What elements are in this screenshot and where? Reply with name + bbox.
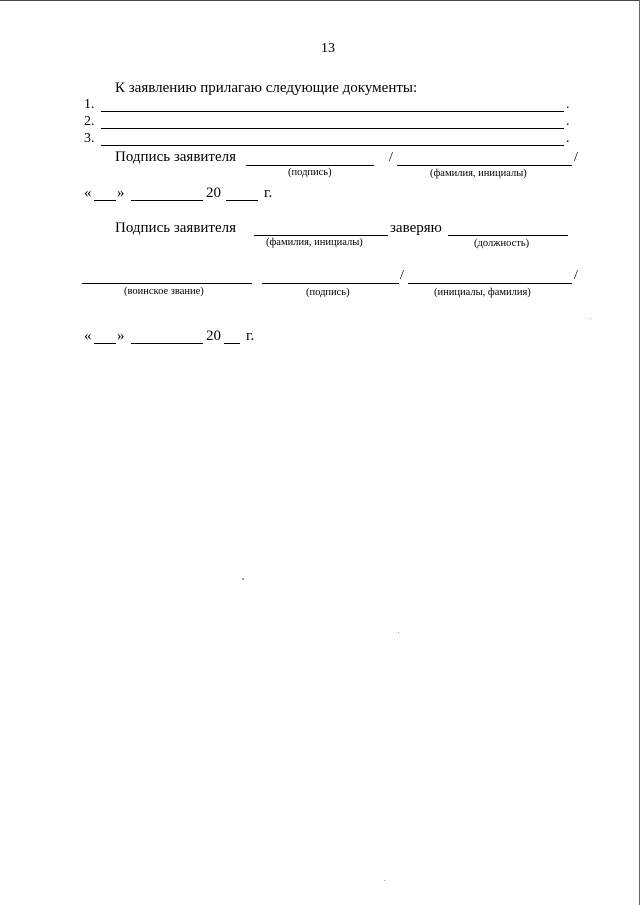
attachment-end-1: . <box>566 97 570 112</box>
attachment-field-2 <box>101 128 564 129</box>
date-close-quote-1: » <box>117 185 125 201</box>
scan-speck <box>398 632 399 633</box>
scan-speck <box>590 318 591 319</box>
date-day-field-2 <box>94 343 116 344</box>
caption-rank: (воинское звание) <box>124 286 204 297</box>
military-rank-field <box>82 283 252 284</box>
attachment-field-3 <box>101 145 564 146</box>
officer-name-field <box>408 283 572 284</box>
date-year-field-2 <box>224 343 240 344</box>
date-month-field-1 <box>131 200 203 201</box>
date-year-suffix-2: г. <box>246 328 255 344</box>
page-number: 13 <box>321 41 335 56</box>
date-year-field-1 <box>226 200 258 201</box>
signature-end-slash-1: / <box>574 150 578 165</box>
date-month-field-2 <box>131 343 203 344</box>
caption-name-officer: (инициалы, фамилия) <box>434 287 531 298</box>
applicant-name-field-2 <box>254 235 388 236</box>
date-open-quote-2: « <box>84 328 92 344</box>
officer-signature-field <box>262 283 399 284</box>
caption-name-2: (фамилия, инициалы) <box>266 237 363 248</box>
signature-slash-1: / <box>389 150 393 165</box>
applicant-signature-label-1: Подпись заявителя <box>115 149 237 165</box>
applicant-signature-label-2: Подпись заявителя <box>115 220 237 236</box>
position-field <box>448 235 568 236</box>
date-open-quote-1: « <box>84 185 92 201</box>
date-day-field-1 <box>94 200 116 201</box>
caption-name-1: (фамилия, инициалы) <box>430 168 527 179</box>
date-close-quote-2: » <box>117 328 125 344</box>
attachments-heading: К заявлению прилагаю следующие документы: <box>115 80 418 96</box>
date-year-prefix-1: 20 <box>206 185 221 201</box>
certify-label: заверяю <box>390 220 442 236</box>
caption-signature-officer: (подпись) <box>306 287 350 298</box>
officer-slash: / <box>400 268 404 283</box>
scan-speck <box>384 880 385 881</box>
caption-position: (должность) <box>474 238 530 249</box>
date-year-suffix-1: г. <box>264 185 273 201</box>
attachment-field-1 <box>101 111 564 112</box>
applicant-signature-field-1 <box>246 165 374 166</box>
officer-end-slash: / <box>574 268 578 283</box>
scan-speck <box>242 578 244 580</box>
attachment-number-2: 2. <box>84 114 95 129</box>
attachment-number-1: 1. <box>84 97 95 112</box>
applicant-name-field-1 <box>397 165 572 166</box>
attachment-end-2: . <box>566 114 570 129</box>
caption-signature-1: (подпись) <box>288 167 332 178</box>
date-year-prefix-2: 20 <box>206 328 221 344</box>
page-top-edge <box>0 0 640 1</box>
attachment-end-3: . <box>566 131 570 146</box>
attachment-number-3: 3. <box>84 131 95 146</box>
